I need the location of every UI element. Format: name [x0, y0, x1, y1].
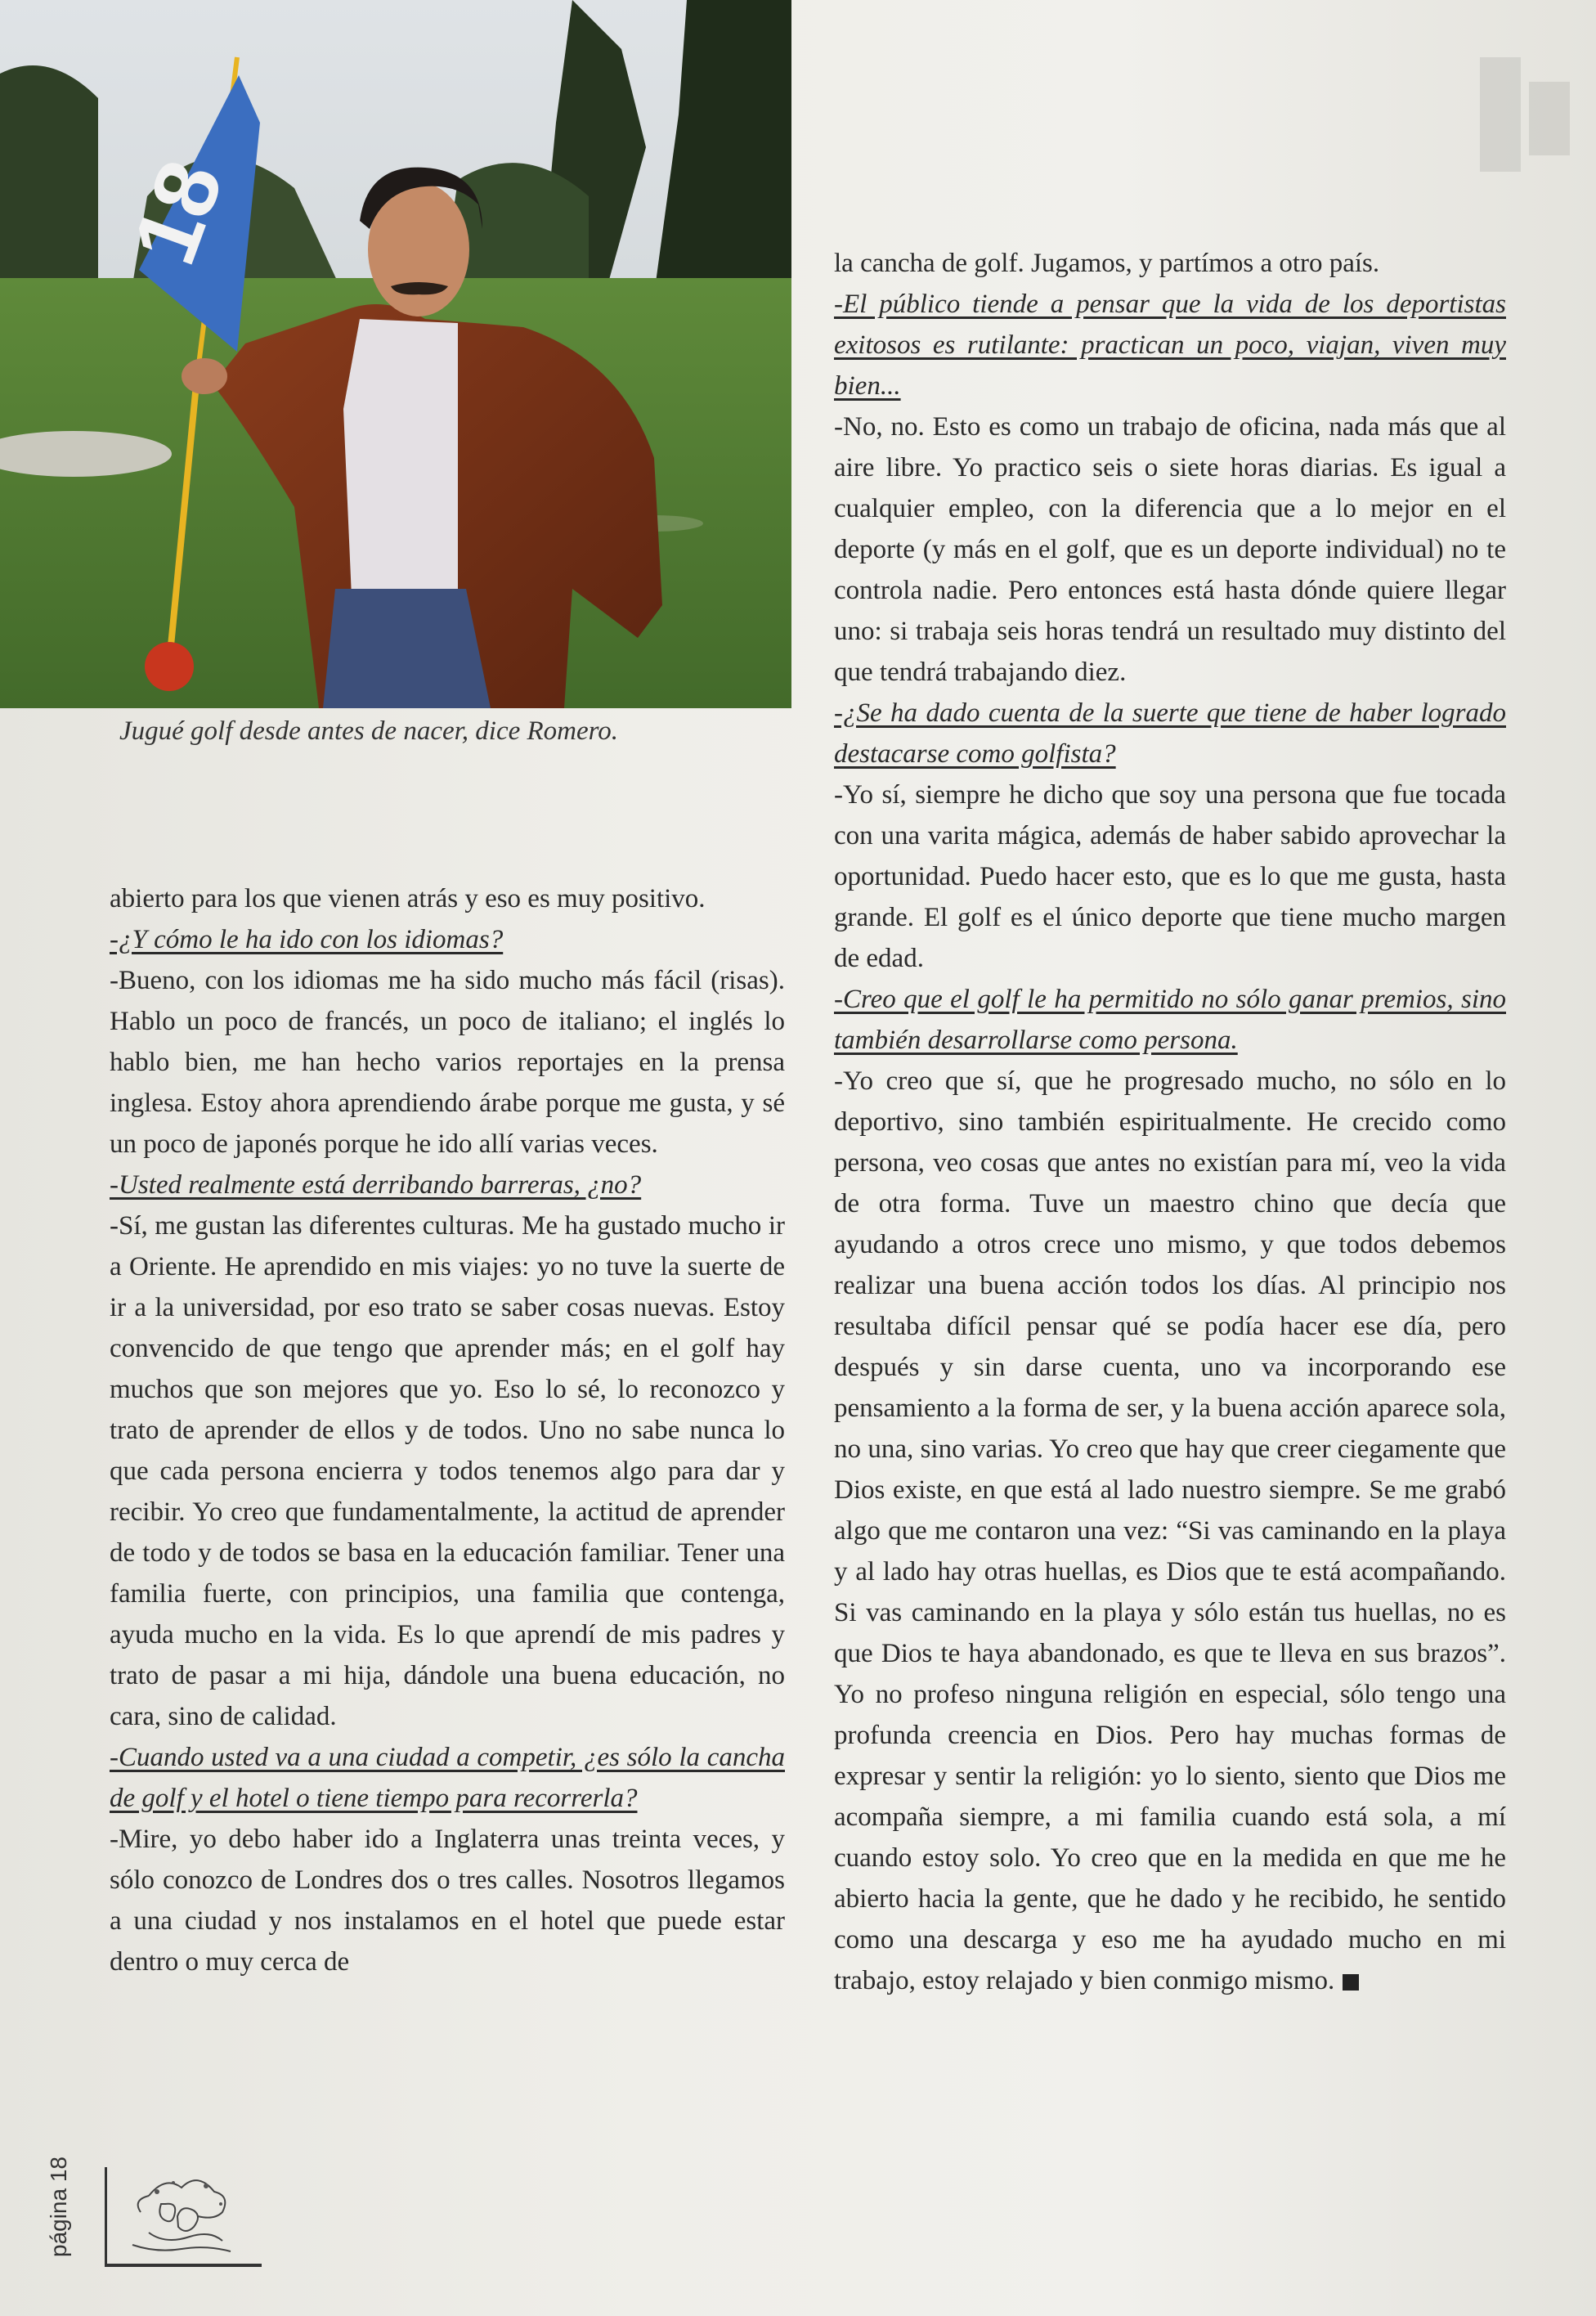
interview-answer-text: -Yo creo que sí, que he progresado mucho, no sólo en lo deportivo, sino también espiritualmente. He crecido como persona, veo cosas que antes no existían para mí, veo la vida de otra forma. Tuve un maestro chino que decía que ayudando a otros crece uno mismo, y que todos debemos realizar una buena acción todos los días. Al principio nos resultaba difícil pensar qué se podía hacer ese día, pero después y sin darse cuenta, uno va incorporando ese pensamiento a la forma de ser, y la buena acción aparece sola, no una, sino varias. Yo creo que hay que creer ciegamente que Dios existe, en que está al lado nuestro siempre. Se me grabó algo que me contaron una vez: “Si vas caminando en la playa y al lado hay otras huellas, es Dios que te está acompañando. Si vas caminando en la playa y sólo están tus huellas, no es que Dios te haya abandonado, es que te lleva en sus brazos”. Yo no profeso ninguna religión en especial, sólo tengo una profunda creencia en Dios. Pero hay muchas formas de expresar y sentir la religión: yo lo siento, siento que Dios me acompaña siempre, a mi familia cuando está sola, a mí cuando estoy solo. Yo creo que en la medida en que me he abierto hacia la gente, que he dado y he recibido, he sentido como una descarga y eso me ha ayudado mucho en mi trabajo, estoy relajado y bien conmigo mismo.: [834, 1066, 1506, 1995]
footer-rule-vertical: [105, 2167, 107, 2267]
interview-question: -¿Se ha dado cuenta de la suerte que tiene de haber logrado destacarse como golfista?: [834, 698, 1506, 769]
golfer-photo-image: [0, 0, 791, 708]
page-number: página 18: [46, 2156, 71, 2257]
interview-question: -El público tiende a pensar que la vida de los deportistas exitosos es rutilante: practican un poco, viajan, viven muy bien...: [834, 290, 1506, 401]
interview-question: -Creo que el golf le ha permitido no sólo ganar premios, sino también desarrollarse como persona.: [834, 985, 1506, 1055]
interview-answer: -Yo sí, siempre he dicho que soy una persona que fue tocada con una varita mágica, además de haber sabido aprovechar la oportunidad. Puedo hacer esto, que es lo que me gusta, hasta grande. El golf es el único deporte que tiene mucho margen de edad.: [834, 780, 1506, 973]
faint-logo-mark: [1472, 49, 1578, 180]
article-right-column: [834, 243, 1506, 2001]
interview-question: -¿Y cómo le ha ido con los idiomas?: [110, 925, 504, 954]
paragraph: abierto para los que vienen atrás y eso es muy positivo.: [110, 884, 706, 913]
interview-answer: -No, no. Esto es como un trabajo de oficina, nada más que al aire libre. Yo practico seis o siete horas diarias. Es igual a cualquier empleo, con la diferencia que a lo mejor en el deporte (y más en el golf, que es un deporte individual) no te controla nadie. Pero entonces está hasta dónde quiere llegar uno: si trabaja seis horas tendrá un resultado muy distinto del que tendrá trabajando diez.: [834, 412, 1506, 687]
interview-answer: [834, 1061, 1506, 2001]
interview-answer: -Sí, me gustan las diferentes culturas. Me ha gustado mucho ir a Oriente. He aprendido en mis viajes: yo no tuve la suerte de ir a la universidad, por eso trato se saber cosas nuevas. Estoy convencido de que tengo que aprender más; en el golf hay muchos que son mejores que yo. Eso lo sé, lo reconozco y trato de aprender de ellos y de todos. Uno no sabe nunca lo que cada persona encierra y todos tenemos algo para dar y recibir. Yo creo que fundamentalmente, la actitud de aprender de todo y de todos se basa en la educación familiar. Tener una familia fuerte, con principios, una familia que contenga, ayuda mucho en la vida. Es lo que aprendí de mis padres y trato de pasar a mi hija, dándole una buena educación, no cara, sino de calidad.: [110, 1211, 785, 1731]
interview-question: -Usted realmente está derribando barreras, ¿no?: [110, 1170, 642, 1200]
golfer-photo: [0, 0, 791, 708]
footer-rule: [105, 2264, 262, 2267]
paragraph: la cancha de golf. Jugamos, y partímos a otro país.: [834, 249, 1380, 278]
article-left-column: [110, 878, 785, 1982]
interview-question: -Cuando usted va a una ciudad a competir, ¿es sólo la cancha de golf y el hotel o tiene tiempo para recorrerla?: [110, 1743, 785, 1813]
flag-number: 18: [113, 148, 243, 277]
interview-answer: -Bueno, con los idiomas me ha sido mucho más fácil (risas). Hablo un poco de francés, un poco de italiano; el inglés lo hablo bien, me han hecho varios reportajes en la prensa inglesa. Estoy ahora aprendiendo árabe porque me gusta, y sé un poco de japonés porque he ido allí varias veces.: [110, 966, 785, 1159]
interview-answer: -Mire, yo debo haber ido a Inglaterra unas treinta veces, y sólo conozco de Londres dos o tres calles. Nosotros llegamos a una ciudad y nos instalamos en el hotel que puede estar dentro o muy cerca de: [110, 1825, 785, 1977]
magazine-logo-icon: [116, 2171, 247, 2260]
photo-caption: Jugué golf desde antes de nacer, dice Romero.: [119, 716, 619, 746]
end-of-article-mark: [1343, 1974, 1359, 1991]
